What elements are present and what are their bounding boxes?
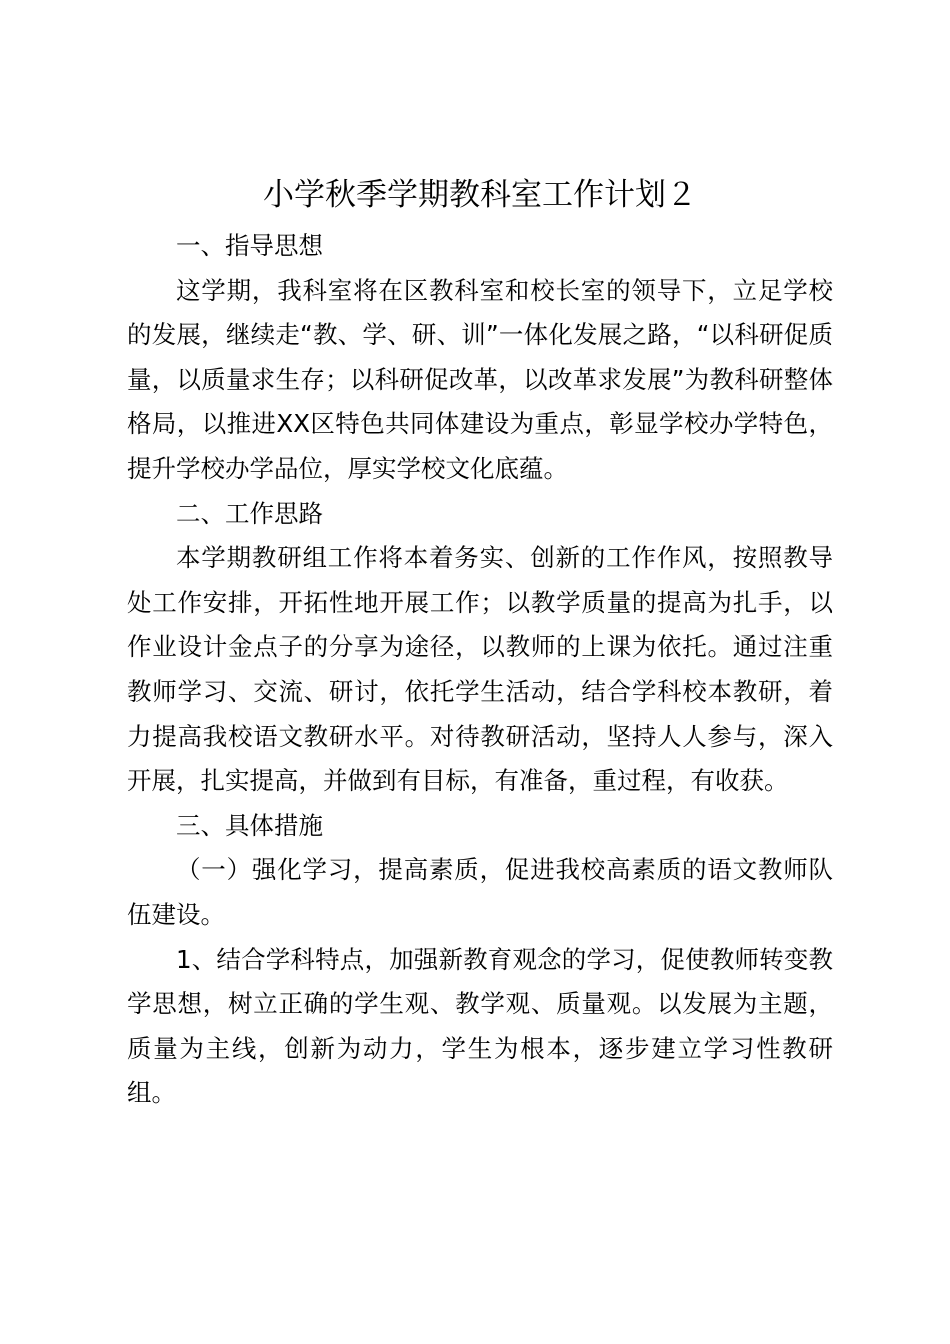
document-title: 小学秋季学期教科室工作计划２ <box>263 177 697 213</box>
paragraph-measure-item-1: 1、结合学科特点，加强新教育观念的学习，促使教师转变教学思想，树立正确的学生观、教学观、质量观。以发展为主题，质量为主线，创新为动力，学生为根本，逐步建立学习性教研组。 <box>127 944 833 1108</box>
section-heading-guiding-ideology: 一、指导思想 <box>176 231 323 260</box>
paragraph-guiding-ideology: 这学期，我科室将在区教科室和校长室的领导下，立足学校的发展，继续走“教、学、研、训”一体化发展之路，“以科研促质量，以质量求生存；以科研促改革，以改革求发展”为教科研整体格局，以推进XX区特色共同体建设为重点，彰显学校办学特色，提升学校办学品位，厚实学校文化底蕴。 <box>127 275 833 483</box>
section-heading-work-approach: 二、工作思路 <box>176 498 323 528</box>
paragraph-measure-subheading: （一）强化学习，提高素质，促进我校高素质的语文教师队伍建设。 <box>127 855 833 929</box>
paragraph-work-approach: 本学期教研组工作将本着务实、创新的工作作风，按照教导处工作安排，开拓性地开展工作；以教学质量的提高为扎手，以作业设计金点子的分享为途径，以教师的上课为依托。通过注重教师学习、交流、研讨，依托学生活动，结合学科校本教研，着力提高我校语文教研水平。对待教研活动，坚持人人参与，深入开展，扎实提高，并做到有目标，有准备，重过程，有收获。 <box>127 543 833 796</box>
section-heading-specific-measures: 三、具体措施 <box>176 810 323 840</box>
document-body <box>127 224 833 1116</box>
